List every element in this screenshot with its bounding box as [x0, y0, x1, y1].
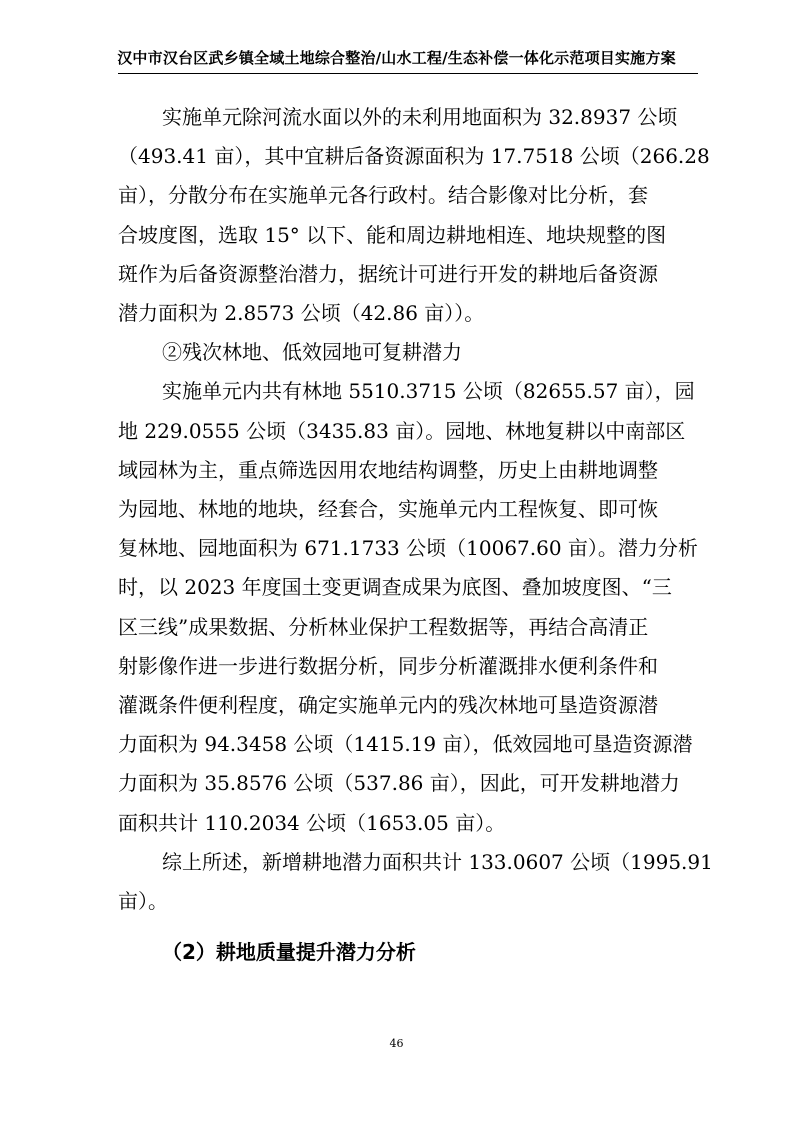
text-line: 力面积为 35.8576 公顷（537.86 亩），因此，可开发耕地潜力: [118, 771, 680, 796]
subitem-heading-forest-orchard: [118, 333, 698, 372]
text-line: 域园林为主，重点筛选因用农地结构调整，历史上由耕地调整: [118, 457, 658, 482]
text-line: （493.41 亩），其中宜耕后备资源面积为 17.7518 公顷（266.28: [118, 144, 710, 169]
running-header: 汉中市汉台区武乡镇全域土地综合整治/山水工程/生态补偿一体化示范项目实施方案: [117, 49, 676, 67]
text-line: 合坡度图，选取 15° 以下、能和周边耕地相连、地块规整的图: [118, 222, 667, 247]
section-heading: （2）耕地质量提升潜力分析: [162, 940, 416, 965]
text-line: 亩），分散分布在实施单元各行政村。结合影像对比分析，套: [118, 183, 648, 208]
text-line: 灌溉条件便利程度，确定实施单元内的残次林地可垦造资源潜: [118, 693, 658, 718]
text-line: 射影像作进一步进行数据分析，同步分析灌溉排水便利条件和: [118, 653, 658, 678]
text-line: 综上所述，新增耕地潜力面积共计 133.0607 公顷（1995.91: [162, 849, 713, 874]
header-divider: [118, 73, 698, 74]
text-line: 为园地、林地的地块，经套合，实施单元内工程恢复、即可恢: [118, 497, 658, 522]
text-line: 时，以 2023 年度国土变更调查成果为底图、叠加坡度图、“三: [118, 575, 672, 600]
page-number: 46: [389, 1037, 404, 1050]
document-body: [118, 98, 713, 972]
text-line: 面积共计 110.2034 公顷（1653.05 亩）。: [118, 810, 506, 835]
text-line: 力面积为 94.3458 公顷（1415.19 亩），低效园地可垦造资源潜: [118, 732, 693, 757]
text-line: 复林地、园地面积为 671.1733 公顷（10067.60 亩）。潜力分析: [118, 536, 698, 561]
paragraph-forest-orchard-potential: [118, 372, 698, 842]
paragraph-unused-land-reserve: [118, 98, 710, 333]
text-line: 区三线”成果数据、分析林业保护工程数据等，再结合高清正: [118, 614, 649, 639]
text-line: 地 229.0555 公顷（3435.83 亩）。园地、林地复耕以中南部区: [118, 418, 686, 443]
text-line: 亩）。: [118, 889, 168, 914]
text-line: ②残次林地、低效园地可复耕潜力: [162, 340, 462, 365]
paragraph-summary: [118, 843, 713, 921]
text-line: 潜力面积为 2.8573 公顷（42.86 亩））。: [118, 301, 485, 326]
text-line: 实施单元除河流水面以外的未利用地面积为 32.8937 公顷: [162, 105, 678, 129]
text-line: 斑作为后备资源整治潜力，据统计可进行开发的耕地后备资源: [118, 261, 658, 286]
text-line: 实施单元内共有林地 5510.3715 公顷（82655.57 亩），园: [162, 379, 695, 404]
